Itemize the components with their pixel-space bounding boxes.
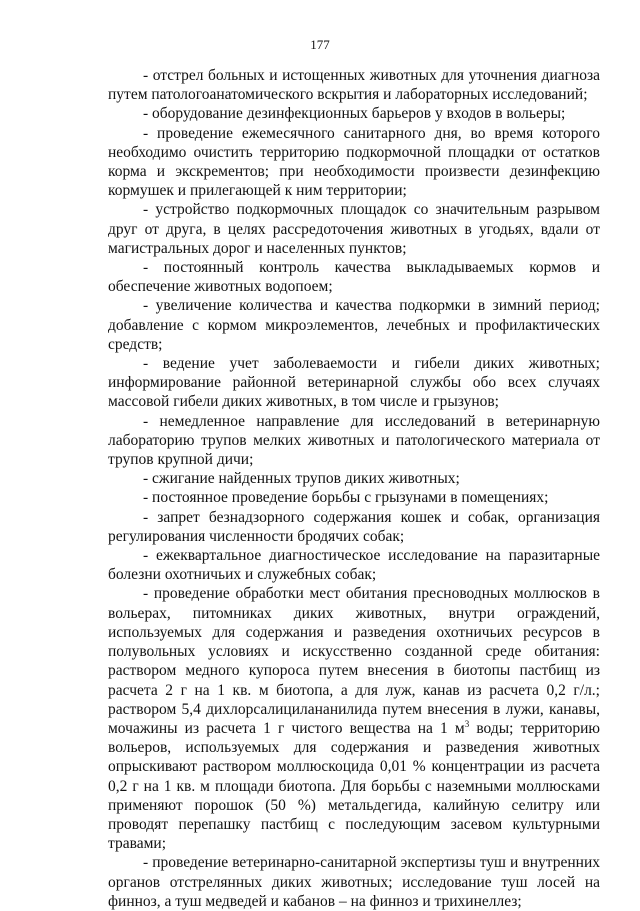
list-item: - ведение учет заболеваемости и гибели диких животных; информирование районной ветеринарной службы обо всех случаях массовой гибели диких животных, в том числе и грызунов; — [108, 355, 600, 411]
list-item: - устройство подкормочных площадок со значительным разрывом друг от друга, в целях рассредоточения животных в угодьях, вдали от магистральных дорог и населенных пунктов; — [108, 201, 600, 257]
list-item: - проведение ежемесячного санитарного дня, во время которого необходимо очистить территорию подкормочной площадки от остатков корма и экскрементов; при необходимости произвести дезинфекцию кормушек и прилегающей к ним территории; — [108, 124, 600, 200]
list-item-mollusc-treatment — [108, 584, 600, 853]
list-item: - проведение ветеринарно-санитарной экспертизы туш и внутренних органов отстрелянных диких животных; исследование туш лосей на финноз, а туш медведей и кабанов – на финноз и трихинеллез; — [108, 854, 600, 910]
superscript-exponent: 3 — [464, 718, 470, 729]
list-item: - постоянный контроль качества выкладываемых кормов и обеспечение животных водопоем; — [108, 259, 600, 296]
page-body — [108, 66, 600, 911]
list-item: - запрет безнадзорного содержания кошек и собак, организация регулирования численности бродячих собак; — [108, 508, 600, 545]
list-item: - ежеквартальное диагностическое исследование на паразитарные болезни охотничьих и служебных собак; — [108, 547, 600, 584]
list-item: - сжигание найденных трупов диких животных; — [143, 470, 460, 488]
list-item: - оборудование дезинфекционных барьеров у входов в вольеры; — [143, 105, 566, 123]
list-item: - отстрел больных и истощенных животных для уточнения диагноза путем патологоанатомического вскрытия и лабораторных исследований; — [108, 67, 600, 104]
list-item: - постоянное проведение борьбы с грызунами в помещениях; — [143, 489, 549, 507]
list-item-text: - проведение обработки мест обитания пресноводных моллюсков в вольерах, питомниках диких животных, внутри ограждений, используемых для содержания и разведения охотничьих ресурсов в полувольных условиях и искусственно созданной среде обитания: раствором медного купороса путем внесения в биотопы пастбищ из расчета 2 г на 1 кв. м биотопа, а для луж, канав из расчета 0,2 г/л.; раствором 5,4 дихлорсалицилананилида путем внесения в лужи, канавы, мочажины из расчета 1 г чистого вещества на 1 м — [108, 585, 600, 737]
list-item-text-continued: воды; территорию вольеров, используемых для содержания и разведения животных опрыскивают раствором моллюскоцида 0,01 % концентрации из расчета 0,2 г на 1 кв. м площади биотопа. Для борьбы с наземными моллюсками применяют порошок (50 %) метальдегида, калийную селитру или проводят перепашку пастбищ с последующим засевом культурными травами; — [108, 719, 600, 853]
page-number: 177 — [310, 37, 330, 52]
list-item: - немедленное направление для исследований в ветеринарную лабораторию трупов мелких животных и патологического материала от трупов крупной дичи; — [108, 412, 600, 469]
list-item: - увеличение количества и качества подкормки в зимний период; добавление с кормом микроэлементов, лечебных и профилактических средств; — [108, 297, 600, 353]
